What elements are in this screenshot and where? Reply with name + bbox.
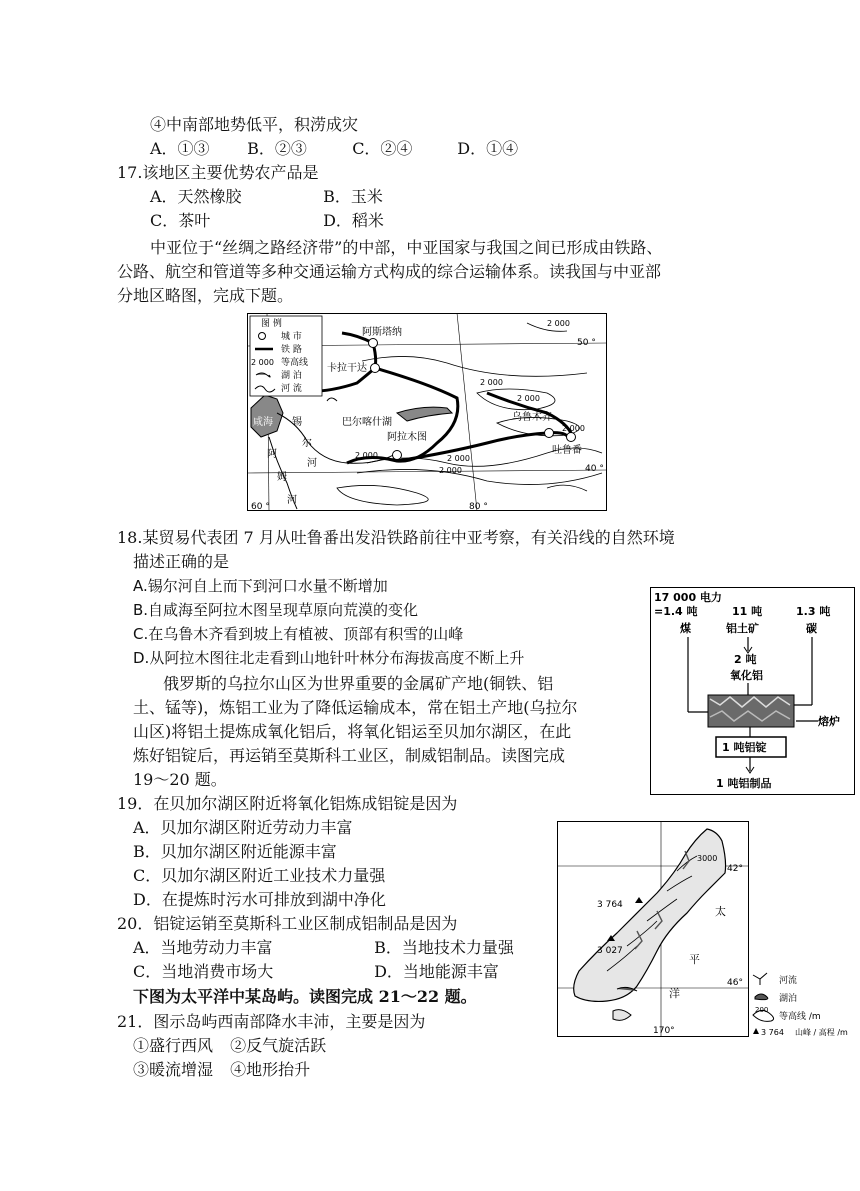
question-18-line1: 18.某贸易代表团 7 月从吐鲁番出发沿铁路前往中亚考察，有关沿线的自然环境 xyxy=(117,528,675,547)
answer-options-16 xyxy=(150,138,518,160)
carbon-amount: 1.3 吨 xyxy=(796,605,831,618)
legend-lake: 湖泊 xyxy=(779,994,798,1004)
item-1: ①盛行西风 xyxy=(133,1036,214,1055)
option-b: B．当地技术力量强 xyxy=(374,938,514,957)
legend-railway: 铁 路 xyxy=(281,345,302,355)
label-astana: 阿斯塔纳 xyxy=(362,327,402,338)
label-turpan: 吐鲁番 xyxy=(552,445,582,456)
option-c: C．②④ xyxy=(352,139,413,158)
contour-label: 2 000 xyxy=(480,378,503,387)
lat-40: 40 ° xyxy=(585,464,604,474)
option-19-b: B．贝加尔湖区附近能源丰富 xyxy=(133,842,337,861)
answer-options-17-row2 xyxy=(150,210,384,232)
lat-46: 46° xyxy=(727,978,743,988)
option-c: C．茶叶 xyxy=(150,211,211,230)
option-line-16-4: ④中南部地势低平，积涝成灾 xyxy=(150,115,359,134)
legend-contour: 等高线 /m xyxy=(779,1012,821,1022)
legend-contour: 等高线 xyxy=(281,358,309,368)
question-21: 21．图示岛屿西南部降水丰沛，主要是因为 xyxy=(117,1012,426,1031)
option-18-b: B.自咸海至阿拉木图呈现草原向荒漠的变化 xyxy=(133,601,419,619)
answer-options-20-row1 xyxy=(133,937,514,959)
ocean-label-2: 平 xyxy=(689,953,700,966)
option-19-c: C．贝加尔湖区附近工业技术力量强 xyxy=(133,866,386,885)
power-label: 17 000 电力 xyxy=(654,591,722,604)
legend-river: 河流 xyxy=(779,976,798,986)
question-19: 19．在贝加尔湖区附近将氧化铝炼成铝锭是因为 xyxy=(117,794,458,813)
answer-items-21-row1 xyxy=(133,1035,326,1057)
ingot-label: 1 吨铝锭 xyxy=(722,741,767,754)
legend-peak-value: 3 764 xyxy=(761,1028,784,1037)
alumina-amount: 2 吨 xyxy=(734,653,757,666)
legend-lake: 湖 泊 xyxy=(281,371,302,381)
product-label: 1 吨铝制品 xyxy=(716,777,772,790)
contour-label: 2 000 xyxy=(547,319,570,328)
label-karaganda: 卡拉干达 xyxy=(327,363,367,374)
label-urumqi: 乌鲁木齐 xyxy=(512,412,552,423)
peak-3764: 3 764 xyxy=(597,900,623,910)
question-18-line2: 描述正确的是 xyxy=(133,552,230,571)
legend-peak: 山峰 / 高程 /m xyxy=(795,1028,848,1037)
ore-label: 铝土矿 xyxy=(726,622,759,635)
answer-items-21-row2 xyxy=(133,1059,310,1081)
item-4: ④地形抬升 xyxy=(230,1060,311,1079)
option-a: A．天然橡胶 xyxy=(150,187,242,206)
ore-amount: 11 吨 xyxy=(732,605,763,618)
lat-42: 42° xyxy=(727,864,743,874)
legend-contour-value: 200 xyxy=(755,1006,769,1014)
question-17: 17.该地区主要优势农产品是 xyxy=(117,163,319,182)
legend-contour-value: 2 000 xyxy=(251,358,274,367)
contour-label: 2 000 xyxy=(562,424,585,433)
label-aral-sea: 咸海 xyxy=(253,417,273,428)
option-d: D．①④ xyxy=(457,139,519,158)
ocean-label-1: 太 xyxy=(715,905,726,918)
lat-50: 50 ° xyxy=(577,338,596,348)
option-c: C．当地消费市场大 xyxy=(133,962,274,981)
passage-19-line2: 土、锰等)，炼铝工业为了降低运输成本，常在铝土产地(乌拉尔 xyxy=(133,698,578,717)
intro-paragraph-line3: 分地区略图，完成下题。 xyxy=(117,286,294,305)
label-amu-2: 姆 xyxy=(277,472,287,483)
label-amu-1: 阿 xyxy=(267,449,277,460)
power-value: =1.4 吨 xyxy=(654,605,698,618)
contour-label: 2 000 xyxy=(447,454,470,463)
option-a: A．当地劳动力丰富 xyxy=(133,938,273,957)
contour-label: 2 000 xyxy=(355,451,378,460)
legend-title: 图 例 xyxy=(261,319,282,329)
label-balkhash: 巴尔喀什湖 xyxy=(342,417,392,428)
label-almaty: 阿拉木图 xyxy=(387,432,427,443)
lon-170: 170° xyxy=(653,1026,675,1036)
legend-city: 城 市 xyxy=(281,332,302,342)
central-asia-map xyxy=(247,313,607,511)
option-19-a: A．贝加尔湖区附近劳动力丰富 xyxy=(133,818,353,837)
option-b: B．玉米 xyxy=(323,187,383,206)
label-amu-3: 河 xyxy=(287,495,297,506)
carbon-label: 碳 xyxy=(806,622,817,635)
option-b: B．②③ xyxy=(247,139,307,158)
aluminum-flow-diagram xyxy=(650,587,855,795)
label-syr-2: 尔 xyxy=(302,438,312,449)
option-a: A．①③ xyxy=(150,139,210,158)
contour-3000: 3000 xyxy=(697,854,718,863)
legend-river: 河 流 xyxy=(281,384,302,394)
intro-21-22: 下图为太平洋中某岛屿。读图完成 21～22 题。 xyxy=(133,987,477,1006)
ocean-label-3: 洋 xyxy=(669,987,680,1000)
label-syr-1: 锡 xyxy=(292,417,302,428)
contour-label: 2 000 xyxy=(517,394,540,403)
passage-19-line5: 19～20 题。 xyxy=(133,770,227,789)
question-20: 20．铝锭运销至莫斯科工业区制成铝制品是因为 xyxy=(117,914,458,933)
option-18-c: C.在乌鲁木齐看到坡上有植被、顶部有积雪的山峰 xyxy=(133,625,464,643)
contour-label: 2 000 xyxy=(439,466,462,475)
intro-paragraph-line1: 中亚位于“丝绸之路经济带”的中部，中亚国家与我国之间已形成由铁路、 xyxy=(150,238,663,257)
option-19-d: D．在提炼时污水可排放到湖中净化 xyxy=(133,890,386,909)
option-18-a: A.锡尔河自上而下到河口水量不断增加 xyxy=(133,577,388,595)
island-map xyxy=(557,821,857,1038)
label-syr-3: 河 xyxy=(307,458,317,469)
item-2: ②反气旋活跃 xyxy=(230,1036,327,1055)
passage-19-line4: 炼好铝锭后，再运销至莫斯科工业区，制威铝制品。读图完成 xyxy=(133,746,566,765)
passage-19-line3: 山区)将铝土提炼成氧化铝后，将氧化铝运至贝加尔湖区，在此 xyxy=(133,722,572,741)
lon-60: 60 ° xyxy=(251,502,270,511)
option-d: D．当地能源丰富 xyxy=(374,962,499,981)
alumina-label: 氧化铝 xyxy=(730,669,763,682)
passage-19-line1: 俄罗斯的乌拉尔山区为世界重要的金属矿产地(铜铁、铝 xyxy=(163,674,554,693)
option-18-d: D.从阿拉木图往北走看到山地针叶林分布海拔高度不断上升 xyxy=(133,649,525,667)
coal-label: 煤 xyxy=(680,622,691,635)
answer-options-20-row2 xyxy=(133,961,499,983)
peak-3027: 3 027 xyxy=(597,946,623,956)
answer-options-17-row1 xyxy=(150,186,383,208)
lon-80: 80 ° xyxy=(469,502,488,511)
furnace-label: 熔炉 xyxy=(818,715,840,728)
option-d: D．稻米 xyxy=(323,211,384,230)
item-3: ③暖流增湿 xyxy=(133,1060,214,1079)
intro-paragraph-line2: 公路、航空和管道等多种交通运输方式构成的综合运输体系。读我国与中亚部 xyxy=(117,262,662,281)
